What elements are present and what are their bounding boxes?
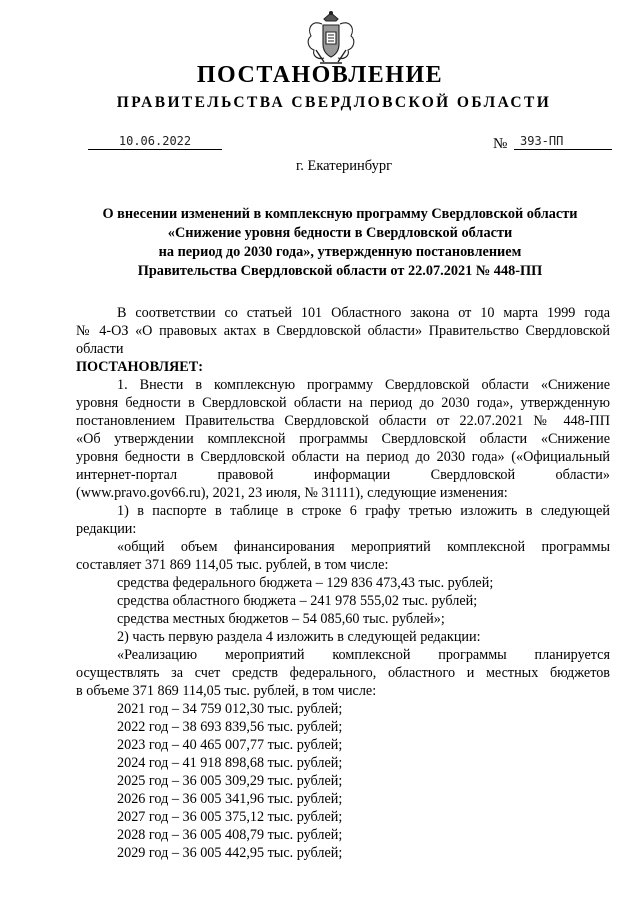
- document-heading: [70, 205, 610, 281]
- body-line: средства местных бюджетов – 54 085,60 тыс. рублей»;: [117, 611, 445, 627]
- body-line: средства областного бюджета – 241 978 555,02 тыс. рублей;: [117, 593, 478, 609]
- body-line: редакции:: [76, 521, 137, 537]
- heading-line: О внесении изменений в комплексную программу Свердловской области: [102, 206, 578, 222]
- body-line: уровня бедности в Свердловской области на период до 2030 года» («Официальный: [76, 449, 610, 465]
- body-line: интернет-портал правовой информации Свердловской области»: [76, 467, 610, 483]
- coat-of-arms-icon: [302, 10, 360, 68]
- year-line: 2022 год – 38 693 839,56 тыс. рублей;: [117, 719, 343, 735]
- year-line: 2021 год – 34 759 012,30 тыс. рублей;: [117, 701, 343, 717]
- body-line: «общий объем финансирования мероприятий комплексной программы: [117, 539, 610, 555]
- document-subtitle: ПРАВИТЕЛЬСТВА СВЕРДЛОВСКОЙ ОБЛАСТИ: [116, 94, 552, 111]
- body-line: 2) часть первую раздела 4 изложить в следующей редакции:: [117, 629, 481, 645]
- body-line: осуществлять за счет средств федерального, областного и местных бюджетов: [76, 665, 610, 681]
- heading-line: на период до 2030 года», утвержденную постановлением: [158, 244, 522, 260]
- document-date: 10.06.2022: [88, 134, 222, 150]
- body-line: «Об утверждении комплексной программы Свердловской области «Снижение: [76, 431, 610, 447]
- body-line: (www.pravo.gov66.ru), 2021, 23 июля, № 31111), следующие изменения:: [76, 485, 508, 501]
- document-city: г. Екатеринбург: [295, 158, 393, 174]
- heading-line: «Снижение уровня бедности в Свердловской области: [167, 225, 513, 241]
- heading-line: Правительства Свердловской области от 22.07.2021 № 448-ПП: [137, 263, 543, 279]
- number-label: №: [493, 136, 508, 152]
- body-line: уровня бедности в Свердловской области на период до 2030 года», утвержденную: [76, 395, 610, 411]
- body-line: составляет 371 869 114,05 тыс. рублей, в том числе:: [76, 557, 389, 573]
- year-line: 2025 год – 36 005 309,29 тыс. рублей;: [117, 773, 343, 789]
- year-line: 2027 год – 36 005 375,12 тыс. рублей;: [117, 809, 343, 825]
- year-line: 2026 год – 36 005 341,96 тыс. рублей;: [117, 791, 343, 807]
- year-line: 2028 год – 36 005 408,79 тыс. рублей;: [117, 827, 343, 843]
- body-line: области: [76, 341, 124, 357]
- body-line: в объеме 371 869 114,05 тыс. рублей, в том числе:: [76, 683, 377, 699]
- body-line: 1) в паспорте в таблице в строке 6 графу третью изложить в следующей: [117, 503, 610, 519]
- year-line: 2029 год – 36 005 442,95 тыс. рублей;: [117, 845, 343, 861]
- body-line: № 4-ОЗ «О правовых актах в Свердловской области» Правительство Свердловской: [76, 323, 610, 339]
- body-line: постановлением Правительства Свердловской области от 22.07.2021 № 448-ПП: [76, 413, 610, 429]
- body-line: средства федерального бюджета – 129 836 473,43 тыс. рублей;: [117, 575, 494, 591]
- body-line: «Реализацию мероприятий комплексной программы планируется: [117, 647, 610, 663]
- resolves-label: ПОСТАНОВЛЯЕТ:: [76, 359, 203, 375]
- document-number: 393-ПП: [514, 134, 612, 150]
- body-line: В соответствии со статьей 101 Областного закона от 10 марта 1999 года: [117, 305, 610, 321]
- document-body: [76, 304, 610, 862]
- year-line: 2024 год – 41 918 898,68 тыс. рублей;: [117, 755, 343, 771]
- document-title: ПОСТАНОВЛЕНИЕ: [196, 62, 444, 88]
- body-line: 1. Внести в комплексную программу Свердловской области «Снижение: [117, 377, 610, 393]
- year-line: 2023 год – 40 465 007,77 тыс. рублей;: [117, 737, 343, 753]
